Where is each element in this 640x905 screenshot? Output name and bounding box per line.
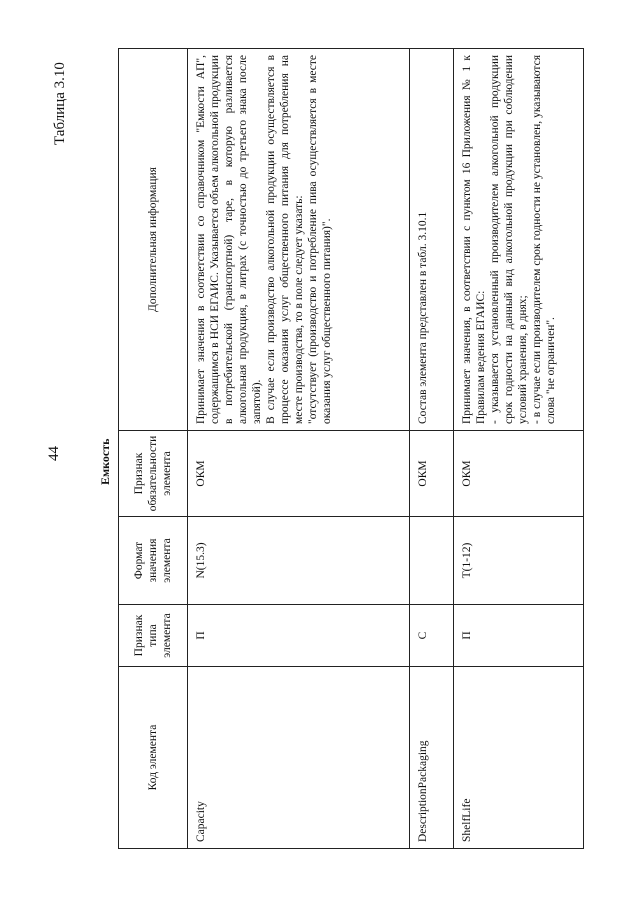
spec-table — [118, 48, 584, 849]
cell-format — [410, 517, 454, 605]
table-header-row — [119, 49, 188, 849]
header-code: Код элемента — [119, 667, 188, 849]
table-title: Емкость — [98, 438, 112, 485]
table-label: Таблица 3.10 — [52, 62, 68, 145]
cell-type: П — [188, 605, 410, 667]
table-row — [410, 49, 454, 849]
cell-required: ОКМ — [454, 431, 584, 517]
cell-info — [188, 49, 410, 431]
header-format: Формат значения элемента — [119, 517, 188, 605]
cell-code: ShelfLife — [454, 667, 584, 849]
cell-code: DescriptionPackaging — [410, 667, 454, 849]
cell-required: ОКМ — [410, 431, 454, 517]
table-row — [188, 49, 410, 849]
info-paragraph: Принимает значения в соответствии со справочником "Емкости АП", содержащимся в НСИ ЕГАИС. Указывается объем алкогольной продукции в потребительской (транспортной) таре, в которую разливается алкогольная продукция, в литрах (с точностью до третьего знака после запятой). — [195, 55, 263, 424]
info-paragraph: - указывается установленный производителем алкогольной продукции срок годности на данный вид алкогольной продукции при соблюдении условий хранения, в днях; — [489, 55, 529, 424]
info-paragraph: Принимает значения, в соответствии с пунктом 16 Приложения № 1 к Правилам ведения ЕГАИС: — [461, 55, 487, 424]
page-number: 44 — [46, 446, 62, 461]
cell-info — [454, 49, 584, 431]
cell-required: ОКМ — [188, 431, 410, 517]
info-paragraph: Состав элемента представлен в табл. 3.10.1 — [417, 211, 429, 424]
header-info: Дополнительная информация — [119, 49, 188, 431]
cell-format: N(15.3) — [188, 517, 410, 605]
cell-format: Т(1-12) — [454, 517, 584, 605]
cell-type: П — [454, 605, 584, 667]
header-required: Признак обязательности элемента — [119, 431, 188, 517]
cell-code: Capacity — [188, 667, 410, 849]
cell-type: С — [410, 605, 454, 667]
table-row — [454, 49, 584, 849]
info-paragraph: В случае если производство алкогольной продукции осуществляется в процессе оказания услуг общественного питания для потребления на месте производства, то в поле следует указать: — [265, 55, 305, 424]
info-paragraph: - в случае если производителем срок годности не установлен, указываются слова "не ограничен". — [531, 55, 557, 424]
info-paragraph: "отсутствует (производство и потребление пива осуществляется в месте оказания услуг общественного питания)". — [307, 55, 333, 424]
cell-info — [410, 49, 454, 431]
header-type: Признак типа элемента — [119, 605, 188, 667]
